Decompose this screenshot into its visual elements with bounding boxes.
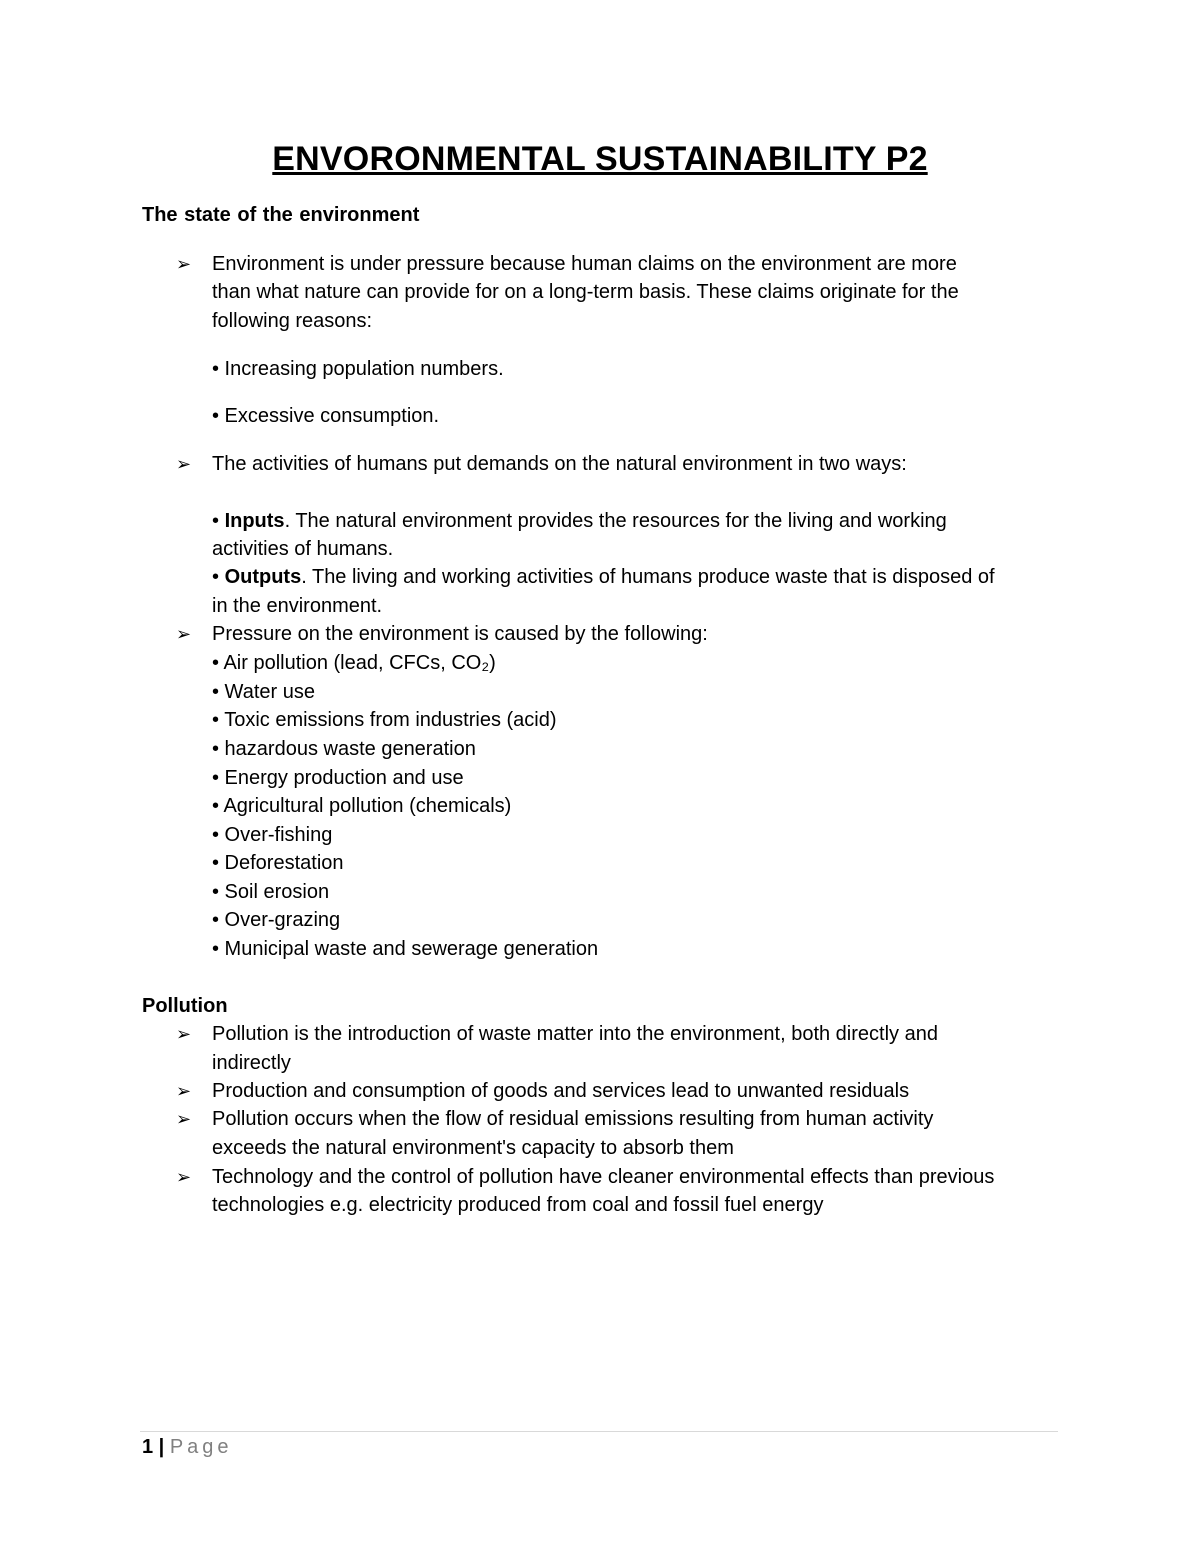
paragraph-line: exceeds the natural environment's capacity to absorb them (212, 1137, 734, 1159)
arrow-bullet-icon: ➢ (176, 254, 192, 274)
paragraph-line: Pollution is the introduction of waste matter into the environment, both directly and (212, 1023, 938, 1045)
list-item: • Over-grazing (212, 909, 341, 931)
arrow-bullet-icon: ➢ (176, 1109, 192, 1129)
outputs-label: Outputs (224, 566, 302, 588)
list-item: • hazardous waste generation (212, 738, 476, 760)
list-item: • Energy production and use (212, 767, 464, 789)
list-item: • Soil erosion (212, 881, 330, 903)
page-number: 1 (142, 1436, 154, 1458)
arrow-bullet-icon: ➢ (176, 1024, 192, 1044)
arrow-bullet-icon: ➢ (176, 1167, 192, 1187)
list-item: • Water use (212, 681, 315, 703)
footer-separator: | (153, 1436, 170, 1458)
list-item: • Over-fishing (212, 824, 333, 846)
paragraph-line: following reasons: (212, 310, 373, 332)
paragraph-line: Pressure on the environment is caused by the following: (212, 623, 708, 645)
paragraph-line: Pollution occurs when the flow of residual emissions resulting from human activity (212, 1108, 934, 1130)
outputs-text: . The living and working activities of humans produce waste that is disposed of (301, 566, 995, 588)
list-item-inputs (212, 507, 947, 535)
bullet: • (212, 566, 225, 588)
bullet: • (212, 510, 225, 532)
paragraph-line: indirectly (212, 1052, 291, 1074)
list-item: • Air pollution (lead, CFCs, CO₂) (212, 652, 496, 674)
arrow-bullet-icon: ➢ (176, 454, 192, 474)
section-heading-pollution: Pollution (142, 995, 228, 1017)
list-item: • Toxic emissions from industries (acid) (212, 709, 557, 731)
list-item: • Increasing population numbers. (212, 358, 504, 380)
paragraph-line: Environment is under pressure because human claims on the environment are more (212, 253, 957, 275)
inputs-label: Inputs (224, 510, 285, 532)
list-item: • Deforestation (212, 852, 344, 874)
page-footer (142, 1433, 233, 1461)
list-item: • Municipal waste and sewerage generation (212, 938, 599, 960)
arrow-bullet-icon: ➢ (176, 1081, 192, 1101)
page-label: Page (169, 1436, 233, 1458)
arrow-bullet-icon: ➢ (176, 624, 192, 644)
inputs-text: . The natural environment provides the resources for the living and working (284, 510, 947, 532)
section-heading-state: The state of the environment (142, 204, 420, 226)
paragraph-line: Technology and the control of pollution have cleaner environmental effects than previous (212, 1166, 995, 1188)
paragraph-line: than what nature can provide for on a long-term basis. These claims originate for the (212, 281, 959, 303)
list-item-outputs (212, 563, 995, 591)
paragraph-line: technologies e.g. electricity produced from coal and fossil fuel energy (212, 1194, 824, 1216)
paragraph-line: The activities of humans put demands on the natural environment in two ways: (212, 453, 907, 475)
list-item: • Agricultural pollution (chemicals) (212, 795, 512, 817)
paragraph-line: in the environment. (212, 595, 383, 617)
footer-divider (140, 1431, 1058, 1432)
paragraph-line: Production and consumption of goods and services lead to unwanted residuals (212, 1080, 910, 1102)
list-item: • Excessive consumption. (212, 405, 440, 427)
paragraph-line: activities of humans. (212, 538, 394, 560)
page-title: ENVORONMENTAL SUSTAINABILITY P2 (272, 140, 928, 178)
